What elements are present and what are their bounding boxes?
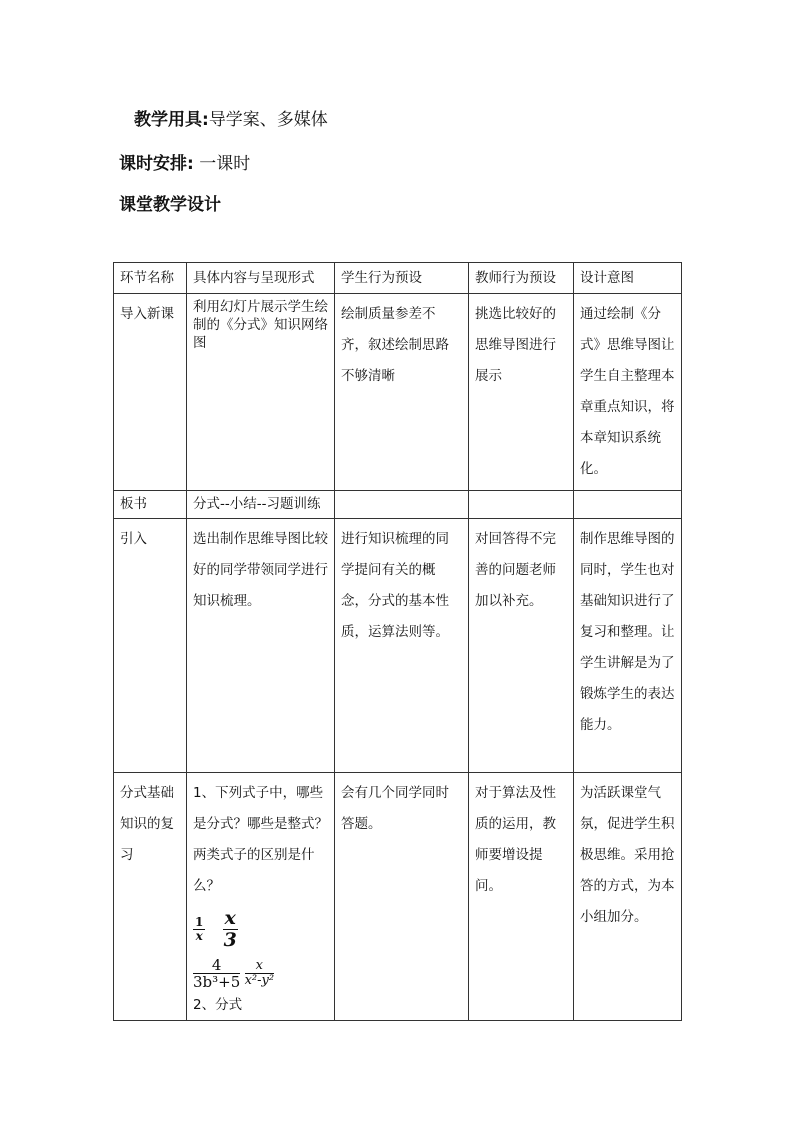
teaching-tools-label: 教学用具: [134, 110, 209, 130]
header-cell: 学生行为预设 [335, 263, 469, 294]
table-row [114, 773, 682, 1021]
intent-cell: 通过绘制《分式》思维导图让学生自主整理本章重点知识，将本章知识系统化。 [574, 294, 682, 491]
fraction-4-over-3b3-plus-5: $\frac{4}{\text{3b³+5}}$ [193, 955, 241, 992]
intent-cell: 为活跃课堂气氛，促进学生积极思维。采用抢答的方式，为本小组加分。 [574, 773, 682, 1021]
header-cell: 具体内容与呈现形式 [187, 263, 335, 294]
header-cell: 教师行为预设 [469, 263, 574, 294]
question-text-2: 2、分式 [193, 996, 243, 1013]
content-cell: 利用幻灯片展示学生绘制的《分式》知识网络图 [187, 294, 335, 491]
stage-cell: 导入新课 [114, 294, 187, 491]
design-title: 课堂教学设计 [119, 195, 221, 215]
student-cell: 进行知识梳理的同学提问有关的概念，分式的基本性质，运算法则等。 [335, 519, 469, 773]
header-cell: 设计意图 [574, 263, 682, 294]
student-cell: 绘制质量参差不齐，叙述绘制思路不够清晰 [335, 294, 469, 491]
table-row [114, 491, 682, 519]
fraction-one-over-x: $\frac{1}{x}$ [195, 914, 204, 943]
schedule-label: 课时安排: [119, 154, 194, 174]
formula-row [193, 908, 328, 951]
teacher-cell: 对回答得不完善的问题老师加以补充。 [469, 519, 574, 773]
table-row [114, 519, 682, 773]
lesson-plan-table [113, 262, 682, 1021]
content-cell: 选出制作思维导图比较好的同学带领同学进行知识梳理。 [187, 519, 335, 773]
teaching-tools-value: 导学案、多媒体 [208, 110, 328, 130]
formula-row [193, 957, 328, 991]
table-header-row [114, 263, 682, 294]
schedule-line [119, 149, 250, 174]
fraction-x-over-x2-minus-y2: $\frac{x}{\text{x²-y²}}$ [244, 957, 275, 989]
table-row [114, 294, 682, 491]
teaching-tools-line [134, 105, 328, 130]
content-cell [187, 773, 335, 1021]
stage-cell: 引入 [114, 519, 187, 773]
fraction-x-over-3: $\frac{x}{3}$ [223, 907, 237, 951]
question-text: 1、下列式子中，哪些是分式？哪些是整式？两类式子的区别是什么？ [193, 785, 328, 894]
intent-cell: 制作思维导图的同时，学生也对基础知识进行了复习和整理。让学生讲解是为了锻炼学生的表达能力。 [574, 519, 682, 773]
teacher-cell [469, 491, 574, 519]
header-cell: 环节名称 [114, 263, 187, 294]
schedule-value: 一课时 [193, 154, 251, 174]
teacher-cell: 挑选比较好的思维导图进行展示 [469, 294, 574, 491]
content-cell: 分式--小结--习题训练 [187, 491, 335, 519]
stage-cell: 分式基础知识的复习 [114, 773, 187, 1021]
stage-cell: 板书 [114, 491, 187, 519]
teacher-cell: 对于算法及性质的运用，教师要增设提问。 [469, 773, 574, 1021]
student-cell [335, 491, 469, 519]
student-cell: 会有几个同学同时答题。 [335, 773, 469, 1021]
intent-cell [574, 491, 682, 519]
